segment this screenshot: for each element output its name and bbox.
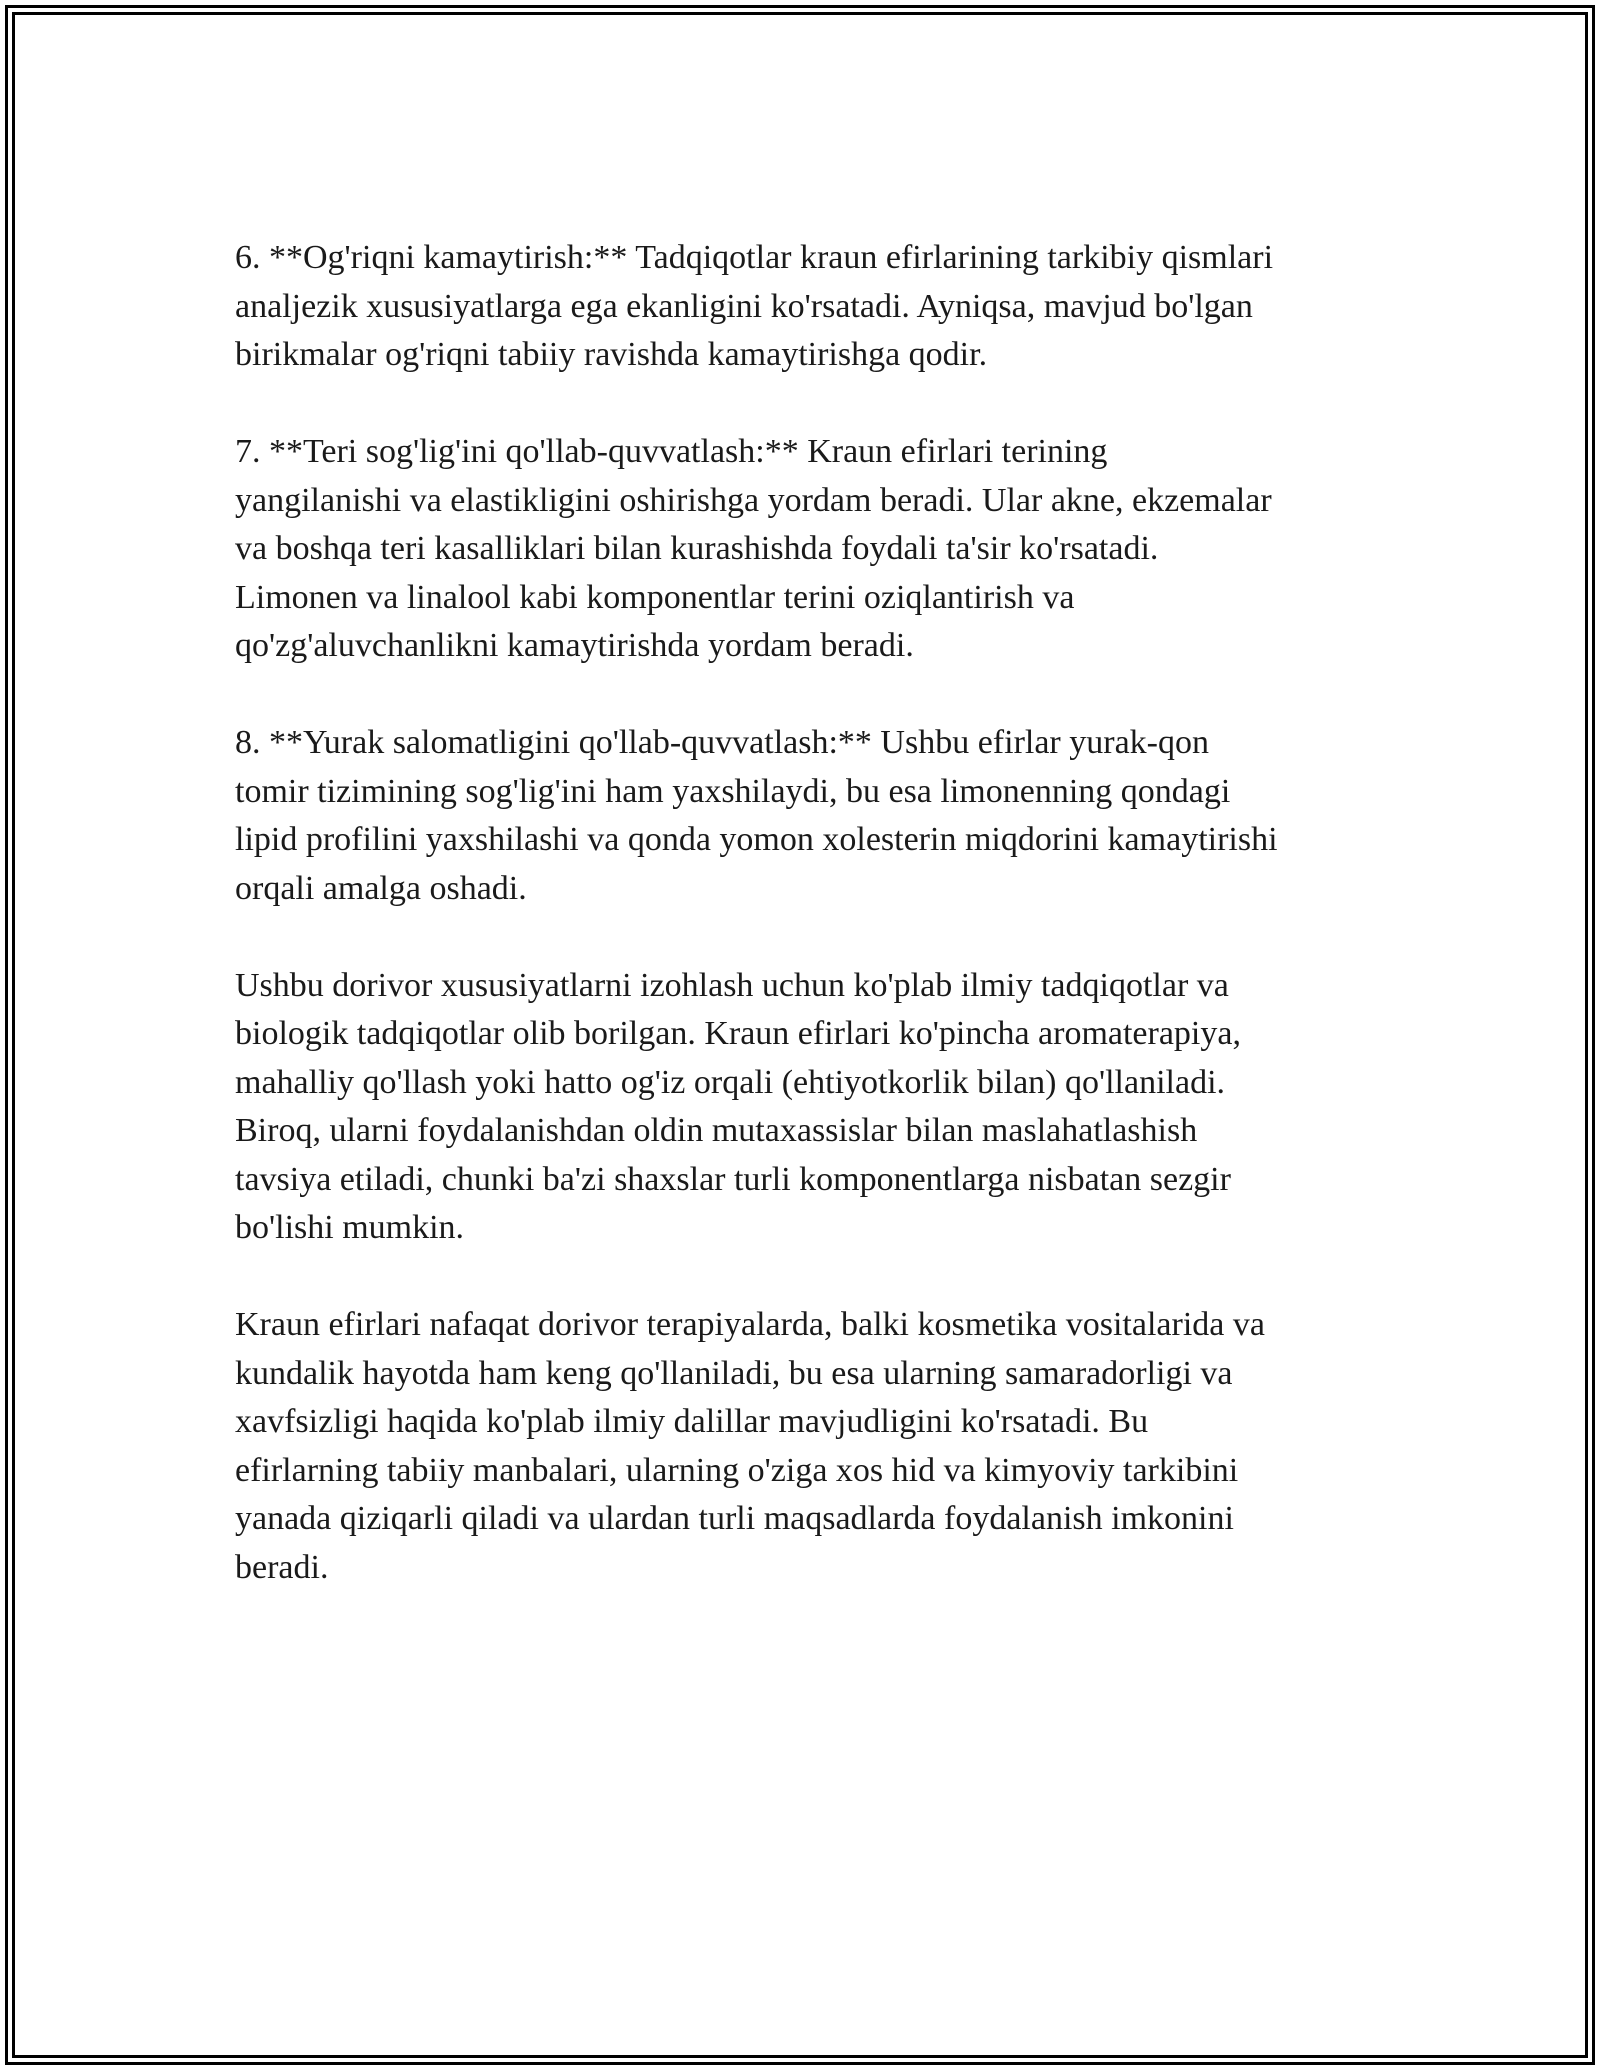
paragraph-skin-health: 7. **Teri sog'lig'ini qo'llab-quvvatlash:** Kraun efirlari terining yangilanishi va elastikligini oshirishga yordam beradi. Ular akne, ekzemalar va boshqa teri kasalliklari bilan kurashishda foydali ta'sir ko'rsatadi. Limonen va linalool kabi komponentlar terini oziqlantirish va qo'zg'aluvchanlikni kamaytirishda yordam beradi.: [235, 433, 1272, 664]
paragraph-applications: Kraun efirlari nafaqat dorivor terapiyalarda, balki kosmetika vositalarida va kundalik hayotda ham keng qo'llaniladi, bu esa ularning samaradorligi va xavfsizligi haqida ko'plab ilmiy dalillar mavjudligini ko'rsatadi. Bu efirlarning tabiiy manbalari, ularning o'ziga xos hid va kimyoviy tarkibini yanada qiziqarli qiladi va ulardan turli maqsadlarda foydalanish imkonini beradi.: [235, 1306, 1265, 1586]
paragraph-research: Ushbu dorivor xususiyatlarni izohlash uchun ko'plab ilmiy tadqiqotlar va biologik tadqiqotlar olib borilgan. Kraun efirlari ko'pincha aromaterapiya, mahalliy qo'llash yoki hatto og'iz orqali (ehtiyotkorlik bilan) qo'llaniladi. Biroq, ularni foydalanishdan oldin mutaxassislar bilan maslahatlashish tavsiya etiladi, chunki ba'zi shaxslar turli komponentlarga nisbatan sezgir bo'lishi mumkin.: [235, 966, 1241, 1246]
document-body: [235, 234, 1385, 1641]
paragraph-heart-health: 8. **Yurak salomatligini qo'llab-quvvatlash:** Ushbu efirlar yurak-qon tomir tizimining sog'lig'ini ham yaxshilaydi, bu esa limonenning qondagi lipid profilini yaxshilashi va qonda yomon xolesterin miqdorini kamaytirishi orqali amalga oshadi.: [235, 724, 1278, 907]
paragraph-pain-relief: 6. **Og'riqni kamaytirish:** Tadqiqotlar kraun efirlarining tarkibiy qismlari analjezik xususiyatlarga ega ekanligini ko'rsatadi. Ayniqsa, mavjud bo'lgan birikmalar og'riqni tabiiy ravishda kamaytirishga qodir.: [235, 239, 1274, 373]
